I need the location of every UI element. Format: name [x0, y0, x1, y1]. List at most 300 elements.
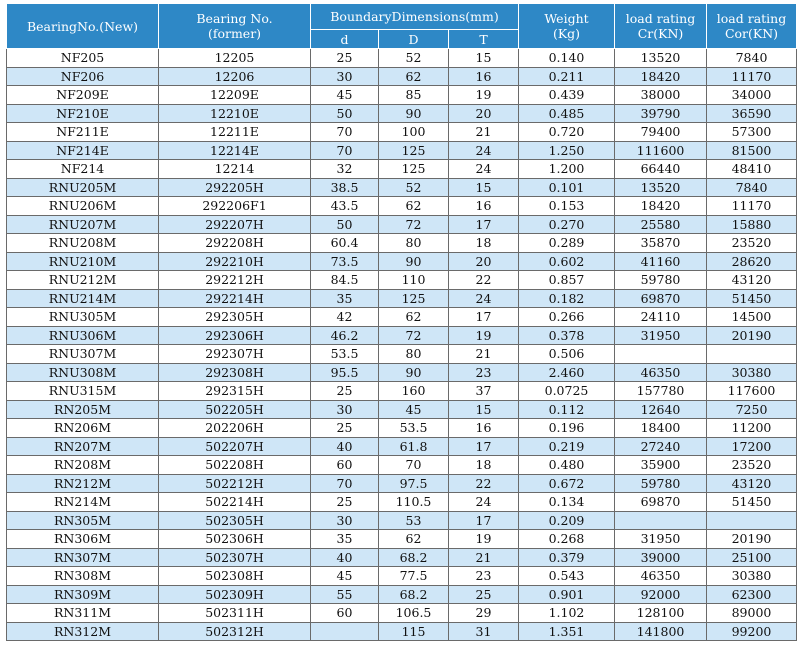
bearing-former-cell: 502311H	[159, 604, 311, 623]
bearing-new-cell: RN208M	[7, 456, 159, 475]
bearing-specs-table	[6, 3, 797, 641]
table-row	[7, 622, 797, 641]
cor-cell: 15880	[707, 215, 797, 234]
weight-cell: 0.720	[519, 123, 615, 142]
weight-cell: 0.270	[519, 215, 615, 234]
d-cell: 70	[311, 123, 379, 142]
cor-cell: 30380	[707, 567, 797, 586]
cr-cell: 92000	[615, 585, 707, 604]
d-cell: 60.4	[311, 234, 379, 253]
bearing-former-cell: 292206F1	[159, 197, 311, 216]
T-cell: 25	[449, 585, 519, 604]
table-row	[7, 511, 797, 530]
cr-cell: 27240	[615, 437, 707, 456]
bearing-former-cell: 292308H	[159, 363, 311, 382]
T-cell: 19	[449, 326, 519, 345]
col-header-load-rating-cr	[615, 4, 707, 49]
table-row	[7, 437, 797, 456]
bearing-former-cell: 12206	[159, 67, 311, 86]
D-cell: 80	[379, 234, 449, 253]
T-cell: 17	[449, 215, 519, 234]
D-cell: 100	[379, 123, 449, 142]
cr-cell: 69870	[615, 493, 707, 512]
col-header-D-large: D	[379, 30, 449, 49]
bearing-former-cell: 502207H	[159, 437, 311, 456]
d-cell: 70	[311, 141, 379, 160]
bearing-former-cell: 12211E	[159, 123, 311, 142]
D-cell: 62	[379, 308, 449, 327]
d-cell: 60	[311, 604, 379, 623]
cr-cell: 141800	[615, 622, 707, 641]
D-cell: 110	[379, 271, 449, 290]
table-row	[7, 585, 797, 604]
T-cell: 22	[449, 474, 519, 493]
D-cell: 160	[379, 382, 449, 401]
weight-cell: 1.351	[519, 622, 615, 641]
D-cell: 62	[379, 197, 449, 216]
col-header-weight-line1: Weight	[544, 11, 589, 26]
col-header-bearing-former-line2: (former)	[207, 26, 262, 41]
weight-cell: 0.901	[519, 585, 615, 604]
table-body	[7, 49, 797, 641]
table-row	[7, 104, 797, 123]
bearing-former-cell: 502214H	[159, 493, 311, 512]
T-cell: 20	[449, 104, 519, 123]
D-cell: 68.2	[379, 548, 449, 567]
d-cell: 25	[311, 49, 379, 68]
weight-cell: 0.378	[519, 326, 615, 345]
bearing-new-cell: NF206	[7, 67, 159, 86]
cor-cell: 20190	[707, 530, 797, 549]
D-cell: 70	[379, 456, 449, 475]
bearing-former-cell: 502308H	[159, 567, 311, 586]
weight-cell: 0.140	[519, 49, 615, 68]
bearing-new-cell: RN214M	[7, 493, 159, 512]
D-cell: 125	[379, 289, 449, 308]
d-cell: 40	[311, 548, 379, 567]
bearing-new-cell: RNU305M	[7, 308, 159, 327]
D-cell: 80	[379, 345, 449, 364]
d-cell: 43.5	[311, 197, 379, 216]
weight-cell: 0.209	[519, 511, 615, 530]
T-cell: 22	[449, 271, 519, 290]
cr-cell: 18420	[615, 197, 707, 216]
table-row	[7, 215, 797, 234]
col-header-boundary-dimensions	[311, 4, 519, 30]
bearing-former-cell: 502306H	[159, 530, 311, 549]
cr-cell: 39000	[615, 548, 707, 567]
bearing-new-cell: NF214E	[7, 141, 159, 160]
table-row	[7, 141, 797, 160]
cor-cell: 7840	[707, 178, 797, 197]
weight-cell: 0.0725	[519, 382, 615, 401]
bearing-former-cell: 502305H	[159, 511, 311, 530]
bearing-new-cell: RN212M	[7, 474, 159, 493]
col-header-bearing-former	[159, 4, 311, 49]
d-cell: 95.5	[311, 363, 379, 382]
T-cell: 23	[449, 363, 519, 382]
table-row	[7, 363, 797, 382]
bearing-new-cell: RN309M	[7, 585, 159, 604]
cor-cell: 11170	[707, 197, 797, 216]
D-cell: 90	[379, 104, 449, 123]
T-cell: 21	[449, 548, 519, 567]
d-cell: 50	[311, 104, 379, 123]
T-cell: 15	[449, 400, 519, 419]
bearing-former-cell: 12210E	[159, 104, 311, 123]
T-cell: 15	[449, 178, 519, 197]
T-cell: 19	[449, 530, 519, 549]
d-cell: 45	[311, 567, 379, 586]
T-cell: 17	[449, 308, 519, 327]
D-cell: 97.5	[379, 474, 449, 493]
bearing-new-cell: RNU205M	[7, 178, 159, 197]
cr-cell: 12640	[615, 400, 707, 419]
cor-cell: 11170	[707, 67, 797, 86]
col-header-bearing-new	[7, 4, 159, 49]
D-cell: 61.8	[379, 437, 449, 456]
cr-cell: 66440	[615, 160, 707, 179]
d-cell: 30	[311, 511, 379, 530]
weight-cell: 0.101	[519, 178, 615, 197]
col-header-cor-line2: Cor(KN)	[724, 26, 779, 41]
weight-cell: 0.439	[519, 86, 615, 105]
table-header	[7, 4, 797, 49]
d-cell: 38.5	[311, 178, 379, 197]
cr-cell: 35900	[615, 456, 707, 475]
bearing-new-cell: NF214	[7, 160, 159, 179]
D-cell: 125	[379, 160, 449, 179]
bearing-former-cell: 502312H	[159, 622, 311, 641]
cor-cell: 11200	[707, 419, 797, 438]
D-cell: 62	[379, 67, 449, 86]
bearing-new-cell: NF211E	[7, 123, 159, 142]
cr-cell: 128100	[615, 604, 707, 623]
col-header-bearing-new-label: BearingNo.(New)	[26, 18, 139, 34]
D-cell: 90	[379, 252, 449, 271]
T-cell: 24	[449, 493, 519, 512]
bearing-new-cell: RNU307M	[7, 345, 159, 364]
table-row	[7, 197, 797, 216]
T-cell: 16	[449, 67, 519, 86]
cor-cell: 51450	[707, 289, 797, 308]
cor-cell: 25100	[707, 548, 797, 567]
cr-cell: 39790	[615, 104, 707, 123]
col-header-cr-line1: load rating	[625, 11, 696, 26]
cr-cell: 46350	[615, 363, 707, 382]
D-cell: 72	[379, 215, 449, 234]
D-cell: 115	[379, 622, 449, 641]
bearing-new-cell: RN306M	[7, 530, 159, 549]
table-row	[7, 474, 797, 493]
bearing-former-cell: 292315H	[159, 382, 311, 401]
cor-cell: 43120	[707, 474, 797, 493]
d-cell: 25	[311, 419, 379, 438]
D-cell: 90	[379, 363, 449, 382]
T-cell: 24	[449, 289, 519, 308]
col-header-weight-line2: (Kg)	[552, 26, 581, 41]
table-row	[7, 493, 797, 512]
bearing-former-cell: 12205	[159, 49, 311, 68]
cr-cell: 111600	[615, 141, 707, 160]
T-cell: 24	[449, 141, 519, 160]
bearing-new-cell: RNU207M	[7, 215, 159, 234]
col-header-cr-line2: Cr(KN)	[637, 26, 684, 41]
T-cell: 19	[449, 86, 519, 105]
cr-cell: 38000	[615, 86, 707, 105]
T-cell: 17	[449, 511, 519, 530]
weight-cell: 0.153	[519, 197, 615, 216]
bearing-new-cell: RN205M	[7, 400, 159, 419]
bearing-former-cell: 292207H	[159, 215, 311, 234]
bearing-former-cell: 292307H	[159, 345, 311, 364]
bearing-new-cell: RN307M	[7, 548, 159, 567]
weight-cell: 0.672	[519, 474, 615, 493]
table-row	[7, 67, 797, 86]
bearing-new-cell: RNU210M	[7, 252, 159, 271]
bearing-former-cell: 202206H	[159, 419, 311, 438]
weight-cell: 0.219	[519, 437, 615, 456]
table-row	[7, 308, 797, 327]
d-cell: 60	[311, 456, 379, 475]
col-header-d-small: d	[311, 30, 379, 49]
cr-cell: 157780	[615, 382, 707, 401]
table-row	[7, 49, 797, 68]
bearing-new-cell: RN308M	[7, 567, 159, 586]
table-row	[7, 382, 797, 401]
cor-cell: 36590	[707, 104, 797, 123]
table-row	[7, 252, 797, 271]
cr-cell: 18400	[615, 419, 707, 438]
col-header-bearing-former-line1: Bearing No.	[196, 11, 273, 26]
bearing-new-cell: RNU206M	[7, 197, 159, 216]
cor-cell: 43120	[707, 271, 797, 290]
bearing-new-cell: NF210E	[7, 104, 159, 123]
cr-cell	[615, 511, 707, 530]
d-cell: 25	[311, 493, 379, 512]
bearing-former-cell: 292306H	[159, 326, 311, 345]
cr-cell: 24110	[615, 308, 707, 327]
D-cell: 106.5	[379, 604, 449, 623]
cr-cell: 31950	[615, 326, 707, 345]
T-cell: 31	[449, 622, 519, 641]
bearing-new-cell: RNU212M	[7, 271, 159, 290]
D-cell: 72	[379, 326, 449, 345]
weight-cell: 0.480	[519, 456, 615, 475]
cr-cell: 69870	[615, 289, 707, 308]
D-cell: 52	[379, 49, 449, 68]
bearing-new-cell: RNU306M	[7, 326, 159, 345]
cor-cell	[707, 345, 797, 364]
weight-cell: 0.543	[519, 567, 615, 586]
cr-cell: 13520	[615, 49, 707, 68]
cr-cell: 35870	[615, 234, 707, 253]
d-cell: 84.5	[311, 271, 379, 290]
weight-cell: 0.857	[519, 271, 615, 290]
D-cell: 68.2	[379, 585, 449, 604]
d-cell	[311, 622, 379, 641]
cr-cell: 41160	[615, 252, 707, 271]
cor-cell: 117600	[707, 382, 797, 401]
D-cell: 52	[379, 178, 449, 197]
table-row	[7, 326, 797, 345]
weight-cell: 0.289	[519, 234, 615, 253]
table-row	[7, 567, 797, 586]
bearing-former-cell: 12214E	[159, 141, 311, 160]
D-cell: 110.5	[379, 493, 449, 512]
cor-cell: 20190	[707, 326, 797, 345]
cor-cell: 48410	[707, 160, 797, 179]
T-cell: 15	[449, 49, 519, 68]
cor-cell: 23520	[707, 456, 797, 475]
table-row	[7, 271, 797, 290]
table-row	[7, 86, 797, 105]
T-cell: 29	[449, 604, 519, 623]
weight-cell: 0.196	[519, 419, 615, 438]
D-cell: 85	[379, 86, 449, 105]
bearing-new-cell: NF205	[7, 49, 159, 68]
d-cell: 53.5	[311, 345, 379, 364]
d-cell: 70	[311, 474, 379, 493]
table-row	[7, 548, 797, 567]
d-cell: 42	[311, 308, 379, 327]
bearing-former-cell: 502212H	[159, 474, 311, 493]
cor-cell: 89000	[707, 604, 797, 623]
col-header-cor-line1: load rating	[716, 11, 787, 26]
D-cell: 53	[379, 511, 449, 530]
cor-cell: 23520	[707, 234, 797, 253]
cr-cell	[615, 345, 707, 364]
table-row	[7, 604, 797, 623]
table-row	[7, 178, 797, 197]
cor-cell: 17200	[707, 437, 797, 456]
weight-cell: 0.379	[519, 548, 615, 567]
cor-cell: 81500	[707, 141, 797, 160]
weight-cell: 0.266	[519, 308, 615, 327]
bearing-new-cell: RN312M	[7, 622, 159, 641]
d-cell: 25	[311, 382, 379, 401]
table-row	[7, 400, 797, 419]
table-row	[7, 345, 797, 364]
col-header-load-rating-cor	[707, 4, 797, 49]
T-cell: 16	[449, 419, 519, 438]
weight-cell: 1.250	[519, 141, 615, 160]
weight-cell: 0.182	[519, 289, 615, 308]
bearing-former-cell: 502307H	[159, 548, 311, 567]
weight-cell: 0.211	[519, 67, 615, 86]
d-cell: 50	[311, 215, 379, 234]
col-header-weight	[519, 4, 615, 49]
cr-cell: 59780	[615, 271, 707, 290]
d-cell: 32	[311, 160, 379, 179]
cor-cell: 30380	[707, 363, 797, 382]
cor-cell: 57300	[707, 123, 797, 142]
cr-cell: 13520	[615, 178, 707, 197]
T-cell: 21	[449, 345, 519, 364]
cor-cell: 51450	[707, 493, 797, 512]
table-row	[7, 123, 797, 142]
col-header-T: T	[449, 30, 519, 49]
cr-cell: 59780	[615, 474, 707, 493]
bearing-table-container	[6, 3, 796, 641]
T-cell: 37	[449, 382, 519, 401]
bearing-new-cell: RNU214M	[7, 289, 159, 308]
cr-cell: 25580	[615, 215, 707, 234]
D-cell: 125	[379, 141, 449, 160]
weight-cell: 0.602	[519, 252, 615, 271]
bearing-new-cell: RN206M	[7, 419, 159, 438]
d-cell: 30	[311, 67, 379, 86]
T-cell: 20	[449, 252, 519, 271]
bearing-new-cell: RNU308M	[7, 363, 159, 382]
table-row	[7, 419, 797, 438]
d-cell: 55	[311, 585, 379, 604]
bearing-former-cell: 292212H	[159, 271, 311, 290]
D-cell: 45	[379, 400, 449, 419]
d-cell: 40	[311, 437, 379, 456]
table-row	[7, 456, 797, 475]
weight-cell: 0.134	[519, 493, 615, 512]
bearing-former-cell: 292210H	[159, 252, 311, 271]
cor-cell: 62300	[707, 585, 797, 604]
T-cell: 21	[449, 123, 519, 142]
weight-cell: 0.112	[519, 400, 615, 419]
d-cell: 73.5	[311, 252, 379, 271]
cor-cell: 7250	[707, 400, 797, 419]
bearing-former-cell: 12214	[159, 160, 311, 179]
d-cell: 45	[311, 86, 379, 105]
bearing-former-cell: 292214H	[159, 289, 311, 308]
d-cell: 30	[311, 400, 379, 419]
bearing-former-cell: 502208H	[159, 456, 311, 475]
cr-cell: 46350	[615, 567, 707, 586]
bearing-former-cell: 502309H	[159, 585, 311, 604]
bearing-former-cell: 502205H	[159, 400, 311, 419]
bearing-new-cell: RN207M	[7, 437, 159, 456]
cr-cell: 79400	[615, 123, 707, 142]
T-cell: 23	[449, 567, 519, 586]
cor-cell	[707, 511, 797, 530]
col-header-boundary-label: BoundaryDimensions(mm)	[330, 9, 499, 24]
weight-cell: 0.485	[519, 104, 615, 123]
T-cell: 18	[449, 234, 519, 253]
d-cell: 46.2	[311, 326, 379, 345]
weight-cell: 0.506	[519, 345, 615, 364]
weight-cell: 2.460	[519, 363, 615, 382]
bearing-new-cell: RNU315M	[7, 382, 159, 401]
cr-cell: 31950	[615, 530, 707, 549]
bearing-new-cell: RN305M	[7, 511, 159, 530]
cor-cell: 34000	[707, 86, 797, 105]
cr-cell: 18420	[615, 67, 707, 86]
cor-cell: 28620	[707, 252, 797, 271]
cor-cell: 7840	[707, 49, 797, 68]
cor-cell: 99200	[707, 622, 797, 641]
cor-cell: 14500	[707, 308, 797, 327]
T-cell: 17	[449, 437, 519, 456]
table-row	[7, 530, 797, 549]
weight-cell: 0.268	[519, 530, 615, 549]
d-cell: 35	[311, 530, 379, 549]
table-row	[7, 289, 797, 308]
bearing-former-cell: 292208H	[159, 234, 311, 253]
D-cell: 77.5	[379, 567, 449, 586]
weight-cell: 1.102	[519, 604, 615, 623]
bearing-new-cell: RNU208M	[7, 234, 159, 253]
bearing-former-cell: 292205H	[159, 178, 311, 197]
d-cell: 35	[311, 289, 379, 308]
D-cell: 62	[379, 530, 449, 549]
